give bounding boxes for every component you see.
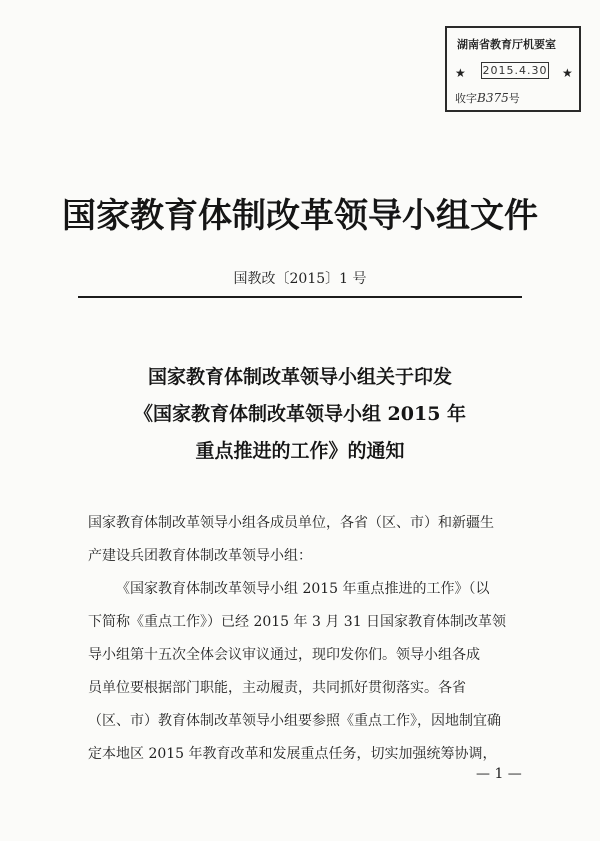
stamp-organization: 湖南省教育厅机要室: [457, 38, 556, 51]
document-title: 国家教育体制改革领导小组文件: [62, 196, 538, 236]
star-icon: ★: [455, 66, 466, 80]
receipt-number: B375: [477, 91, 509, 105]
body-line: 下简称《重点工作》）已经 2015 年 3 月 31 日国家教育体制改革领: [88, 614, 507, 630]
body-line: 国家教育体制改革领导小组各成员单位，各省（区、市）和新疆生: [88, 515, 494, 531]
body-line: 员单位要根据部门职能，主动履责，共同抓好贯彻落实。各省: [88, 680, 466, 696]
body-line: （区、市）教育体制改革领导小组要参照《重点工作》，因地制宜确: [88, 713, 501, 729]
divider-line: [78, 296, 522, 298]
body-line: 导小组第十五次全体会议审议通过，现印发你们。领导小组各成: [88, 647, 480, 663]
stamp-receipt: [455, 90, 520, 106]
page-number: — 1 —: [476, 766, 522, 782]
body-line: 《国家教育体制改革领导小组 2015 年重点推进的工作》（以: [116, 581, 490, 597]
receipt-prefix: 收字: [455, 92, 477, 105]
notice-heading-line-1: 国家教育体制改革领导小组关于印发: [147, 366, 452, 388]
star-icon: ★: [562, 66, 573, 80]
receipt-suffix: 号: [508, 92, 520, 105]
notice-heading-line-2: 《国家教育体制改革领导小组 2015 年: [133, 403, 467, 425]
notice-heading-line-3: 重点推进的工作》的通知: [195, 440, 405, 462]
body-line: 定本地区 2015 年教育改革和发展重点任务，切实加强统筹协调，: [88, 746, 497, 762]
document-number: 国教改〔2015〕1 号: [233, 271, 367, 287]
body-line: 产建设兵团教育体制改革领导小组：: [88, 548, 312, 564]
receipt-stamp: [445, 26, 581, 112]
stamp-date: 2015.4.30: [482, 64, 548, 77]
